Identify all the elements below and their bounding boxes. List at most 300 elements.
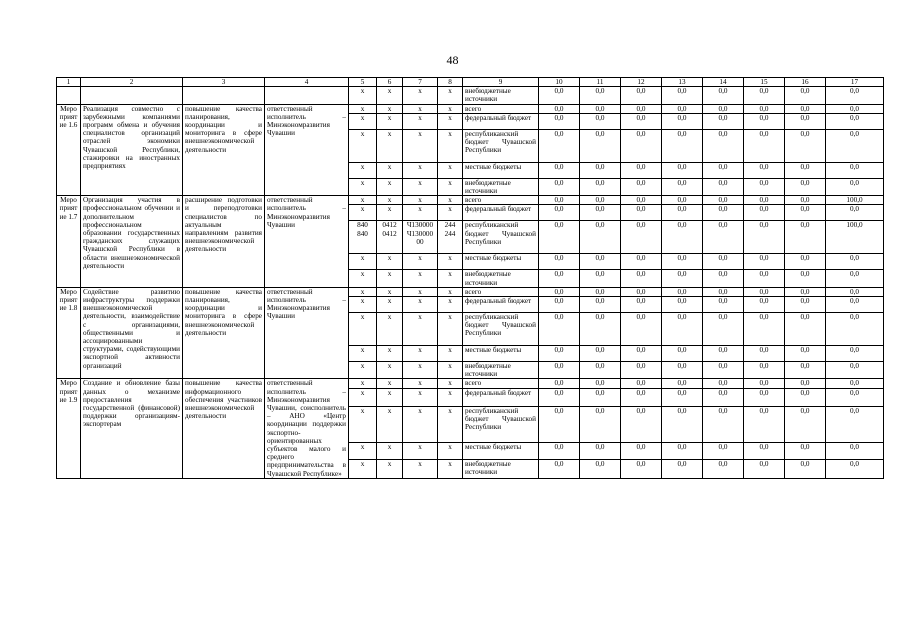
amount: 0,0 [744,313,785,346]
column-number: 15 [744,78,785,87]
amount: 100,0 [826,221,884,254]
funding-source: местные бюджеты [463,346,539,362]
amount: 0,0 [539,287,580,296]
amount: 0,0 [621,406,662,442]
column-number: 11 [580,78,621,87]
amount: 0,0 [539,406,580,442]
budget-code: x [438,362,463,379]
amount: 0,0 [785,178,826,195]
budget-code: x [377,313,403,346]
budget-code: x [349,442,377,459]
column-number: 12 [621,78,662,87]
funding-source: всего [463,379,539,389]
funding-source: местные бюджеты [463,254,539,270]
amount: 0,0 [662,129,703,162]
amount: 0,0 [785,113,826,129]
column-number: 5 [349,78,377,87]
column-number: 7 [403,78,438,87]
amount: 0,0 [662,297,703,313]
budget-code: x [438,442,463,459]
amount: 0,0 [826,459,884,478]
budget-code: x [349,389,377,406]
amount: 0,0 [703,270,744,287]
budget-code: x [377,346,403,362]
amount: 0,0 [785,379,826,389]
amount: 0,0 [744,362,785,379]
amount: 0,0 [580,297,621,313]
page-number: 48 [446,53,459,67]
table-row [57,87,884,104]
budget-code: x [349,87,377,104]
amount: 0,0 [703,87,744,104]
amount: 0,0 [580,459,621,478]
amount: 0,0 [580,442,621,459]
amount: 0,0 [703,459,744,478]
amount: 0,0 [826,178,884,195]
budget-code: x [349,205,377,221]
amount: 0,0 [662,162,703,178]
budget-code: Ч130000 Ч130000 00 [403,221,438,254]
amount: 0,0 [703,178,744,195]
budget-code: x [403,87,438,104]
event-executor: ответственный исполнитель – Минэкономразвития Чувашии, соисполнитель – АНО «Центр координации поддержки экспортно-ориентированных субъектов малого и среднего предпринимательства в Чувашской Республике» [265,379,349,478]
amount: 0,0 [703,379,744,389]
amount: 0,0 [785,362,826,379]
amount: 0,0 [826,442,884,459]
budget-code: x [438,270,463,287]
budget-code: x [438,406,463,442]
amount: 0,0 [662,379,703,389]
budget-code: x [438,113,463,129]
budget-code: x [377,129,403,162]
amount: 0,0 [785,104,826,113]
amount: 0,0 [703,313,744,346]
header-row [57,78,884,87]
budget-code: x [349,362,377,379]
amount: 0,0 [785,406,826,442]
budget-code: 0412 0412 [377,221,403,254]
amount: 0,0 [826,254,884,270]
budget-code: x [377,254,403,270]
amount: 0,0 [580,270,621,287]
budget-code: x [349,379,377,389]
event-result: повышение качества планирования, координации и мониторинга в сфере внешнеэкономической деятельности [183,104,265,196]
funding-source: республиканский бюджет Чувашской Республики [463,129,539,162]
amount: 0,0 [826,270,884,287]
amount: 0,0 [826,389,884,406]
event-name: Организация участия в профессиональном обучении и дополнительном профессиональном образовании государственных гражданских служащих Чувашской Республики в области внешнеэкономической деятельности [81,196,183,288]
amount: 0,0 [826,346,884,362]
amount: 0,0 [539,104,580,113]
amount: 0,0 [621,442,662,459]
table-row [57,379,884,389]
budget-code: x [403,178,438,195]
amount: 0,0 [785,346,826,362]
amount: 0,0 [703,254,744,270]
amount: 0,0 [703,196,744,205]
budget-code: x [349,459,377,478]
amount: 0,0 [580,254,621,270]
amount: 0,0 [662,406,703,442]
budget-code: x [349,104,377,113]
budget-code: x [403,270,438,287]
empty-cell [183,87,265,104]
column-number: 16 [785,78,826,87]
budget-code: x [403,113,438,129]
amount: 0,0 [785,297,826,313]
amount: 0,0 [703,406,744,442]
amount: 0,0 [621,178,662,195]
budget-code: x [438,346,463,362]
amount: 0,0 [744,221,785,254]
amount: 0,0 [744,379,785,389]
budget-code: x [377,104,403,113]
amount: 0,0 [662,287,703,296]
amount: 0,0 [826,379,884,389]
amount: 0,0 [785,389,826,406]
column-number: 9 [463,78,539,87]
amount: 0,0 [785,442,826,459]
budget-code: x [438,178,463,195]
amount: 0,0 [580,205,621,221]
program-table [56,77,884,479]
amount: 0,0 [662,389,703,406]
budget-code: x [377,270,403,287]
amount: 0,0 [580,87,621,104]
amount: 0,0 [785,205,826,221]
event-name: Создание и обновление базы данных о механизме предоставления государственной (финансовой) поддержки организациям-экспортерам [81,379,183,478]
amount: 0,0 [703,104,744,113]
amount: 0,0 [703,113,744,129]
funding-source: внебюджетные источники [463,362,539,379]
amount: 0,0 [621,221,662,254]
budget-code: x [349,346,377,362]
funding-source: всего [463,104,539,113]
amount: 0,0 [580,104,621,113]
budget-code: x [349,196,377,205]
column-number: 17 [826,78,884,87]
budget-code: x [438,196,463,205]
amount: 0,0 [703,287,744,296]
budget-code: x [403,362,438,379]
empty-cell [265,87,349,104]
amount: 0,0 [662,346,703,362]
event-number: Мероприятие 1.7 [57,196,81,288]
budget-code: x [403,287,438,296]
amount: 0,0 [826,362,884,379]
amount: 0,0 [744,104,785,113]
amount: 0,0 [662,459,703,478]
amount: 0,0 [662,205,703,221]
amount: 0,0 [826,113,884,129]
budget-code: x [438,379,463,389]
funding-source: местные бюджеты [463,442,539,459]
amount: 0,0 [703,362,744,379]
budget-code: x [438,129,463,162]
budget-code: x [377,87,403,104]
amount: 0,0 [785,313,826,346]
budget-code: x [349,270,377,287]
amount: 0,0 [539,297,580,313]
funding-source: федеральный бюджет [463,113,539,129]
funding-source: федеральный бюджет [463,297,539,313]
budget-code: x [438,87,463,104]
amount: 0,0 [826,313,884,346]
empty-cell [57,87,81,104]
amount: 0,0 [621,459,662,478]
event-number: Мероприятие 1.6 [57,104,81,196]
amount: 0,0 [826,205,884,221]
amount: 0,0 [539,442,580,459]
amount: 0,0 [621,379,662,389]
amount: 0,0 [785,270,826,287]
amount: 0,0 [539,362,580,379]
budget-code: x [377,297,403,313]
amount: 0,0 [785,459,826,478]
amount: 0,0 [826,287,884,296]
amount: 0,0 [744,113,785,129]
amount: 0,0 [580,313,621,346]
budget-code: x [349,129,377,162]
budget-code: x [349,113,377,129]
budget-code: x [377,196,403,205]
budget-code: x [403,104,438,113]
amount: 0,0 [826,162,884,178]
budget-code: x [349,406,377,442]
amount: 0,0 [580,196,621,205]
budget-code: x [403,442,438,459]
amount: 0,0 [539,389,580,406]
amount: 0,0 [662,104,703,113]
budget-code: x [403,406,438,442]
budget-code: x [438,297,463,313]
amount: 0,0 [621,270,662,287]
amount: 100,0 [826,196,884,205]
funding-source: федеральный бюджет [463,205,539,221]
amount: 0,0 [580,113,621,129]
amount: 0,0 [539,221,580,254]
amount: 0,0 [580,221,621,254]
amount: 0,0 [539,87,580,104]
budget-code: x [438,205,463,221]
budget-code: x [438,389,463,406]
budget-code: 840 840 [349,221,377,254]
amount: 0,0 [621,129,662,162]
amount: 0,0 [662,178,703,195]
event-name: Содействие развитию инфраструктуры поддержки внешнеэкономической деятельности, взаимодействие с организациями, общественными и ассоциированными структурами, содействующими экспортной активности организаций [81,287,183,379]
amount: 0,0 [744,442,785,459]
amount: 0,0 [703,297,744,313]
empty-cell [81,87,183,104]
amount: 0,0 [539,270,580,287]
budget-code: x [377,362,403,379]
funding-source: внебюджетные источники [463,178,539,195]
amount: 0,0 [744,346,785,362]
amount: 0,0 [580,406,621,442]
budget-code: x [377,406,403,442]
amount: 0,0 [580,362,621,379]
funding-source: республиканский бюджет Чувашской Республики [463,221,539,254]
budget-code: x [349,178,377,195]
amount: 0,0 [826,297,884,313]
amount: 0,0 [621,196,662,205]
amount: 0,0 [785,129,826,162]
amount: 0,0 [621,287,662,296]
amount: 0,0 [662,442,703,459]
table-row [57,104,884,113]
amount: 0,0 [580,178,621,195]
amount: 0,0 [826,406,884,442]
event-number: Мероприятие 1.9 [57,379,81,478]
budget-code: x [377,379,403,389]
amount: 0,0 [662,270,703,287]
budget-code: x [377,162,403,178]
event-executor: ответственный исполнитель – Минэкономразвития Чувашии [265,104,349,196]
amount: 0,0 [539,313,580,346]
amount: 0,0 [539,129,580,162]
event-result: повышение качества планирования, координации и мониторинга в сфере внешнеэкономической деятельности [183,287,265,379]
amount: 0,0 [703,162,744,178]
amount: 0,0 [662,113,703,129]
budget-code: x [403,346,438,362]
amount: 0,0 [580,379,621,389]
amount: 0,0 [539,178,580,195]
amount: 0,0 [744,459,785,478]
amount: 0,0 [662,313,703,346]
amount: 0,0 [744,205,785,221]
budget-code: x [403,205,438,221]
amount: 0,0 [539,346,580,362]
amount: 0,0 [621,389,662,406]
column-number: 14 [703,78,744,87]
budget-code: x [377,389,403,406]
amount: 0,0 [703,221,744,254]
budget-code: x [403,313,438,346]
amount: 0,0 [785,162,826,178]
amount: 0,0 [744,178,785,195]
budget-code: 244 244 [438,221,463,254]
column-number: 8 [438,78,463,87]
amount: 0,0 [744,287,785,296]
budget-code: x [377,459,403,478]
column-number: 3 [183,78,265,87]
budget-code: x [438,104,463,113]
budget-code: x [377,113,403,129]
amount: 0,0 [580,162,621,178]
amount: 0,0 [539,379,580,389]
budget-code: x [349,254,377,270]
amount: 0,0 [580,287,621,296]
amount: 0,0 [621,162,662,178]
amount: 0,0 [662,87,703,104]
table-row [57,287,884,296]
event-executor: ответственный исполнитель – Минэкономразвития Чувашии [265,287,349,379]
amount: 0,0 [539,205,580,221]
amount: 0,0 [621,346,662,362]
amount: 0,0 [580,389,621,406]
funding-source: республиканский бюджет Чувашской Республики [463,313,539,346]
budget-code: x [403,129,438,162]
budget-code: x [377,287,403,296]
funding-source: республиканский бюджет Чувашской Республики [463,406,539,442]
column-number: 1 [57,78,81,87]
amount: 0,0 [703,442,744,459]
amount: 0,0 [621,87,662,104]
funding-source: федеральный бюджет [463,389,539,406]
budget-code: x [403,297,438,313]
budget-code: x [349,162,377,178]
amount: 0,0 [662,196,703,205]
column-number: 6 [377,78,403,87]
amount: 0,0 [621,362,662,379]
amount: 0,0 [539,162,580,178]
budget-code: x [403,379,438,389]
budget-code: x [403,389,438,406]
event-result: повышение качества информационного обеспечения участников внешнеэкономической деятельности [183,379,265,478]
funding-source: всего [463,287,539,296]
amount: 0,0 [621,205,662,221]
amount: 0,0 [621,113,662,129]
amount: 0,0 [744,389,785,406]
budget-code: x [438,287,463,296]
funding-source: внебюджетные источники [463,459,539,478]
amount: 0,0 [785,254,826,270]
amount: 0,0 [580,129,621,162]
amount: 0,0 [744,297,785,313]
amount: 0,0 [744,406,785,442]
amount: 0,0 [744,196,785,205]
event-name: Реализация совместно с зарубежными компаниями программ обмена и обучения специалистов организаций отраслей экономики Чувашской Республики, стажировки на иностранных предприятиях [81,104,183,196]
column-number: 4 [265,78,349,87]
amount: 0,0 [703,346,744,362]
amount: 0,0 [744,270,785,287]
funding-source: внебюджетные источники [463,87,539,104]
amount: 0,0 [621,104,662,113]
amount: 0,0 [785,287,826,296]
budget-code: x [438,459,463,478]
amount: 0,0 [785,196,826,205]
amount: 0,0 [744,254,785,270]
amount: 0,0 [539,113,580,129]
amount: 0,0 [539,196,580,205]
amount: 0,0 [826,87,884,104]
amount: 0,0 [703,205,744,221]
amount: 0,0 [539,254,580,270]
event-result: расширение подготовки и переподготовки специалистов по актуальным направлениям развития внешнеэкономической деятельности [183,196,265,288]
amount: 0,0 [744,162,785,178]
budget-code: x [403,254,438,270]
amount: 0,0 [539,459,580,478]
budget-code: x [349,287,377,296]
amount: 0,0 [621,313,662,346]
amount: 0,0 [744,129,785,162]
amount: 0,0 [662,221,703,254]
event-number: Мероприятие 1.8 [57,287,81,379]
budget-code: x [349,297,377,313]
amount: 0,0 [826,129,884,162]
column-number: 10 [539,78,580,87]
funding-source: внебюджетные источники [463,270,539,287]
amount: 0,0 [621,254,662,270]
column-number: 2 [81,78,183,87]
amount: 0,0 [662,254,703,270]
event-executor: ответственный исполнитель – Минэкономразвития Чувашии [265,196,349,288]
amount: 0,0 [662,362,703,379]
amount: 0,0 [785,221,826,254]
amount: 0,0 [703,129,744,162]
budget-code: x [438,313,463,346]
table-row [57,196,884,205]
